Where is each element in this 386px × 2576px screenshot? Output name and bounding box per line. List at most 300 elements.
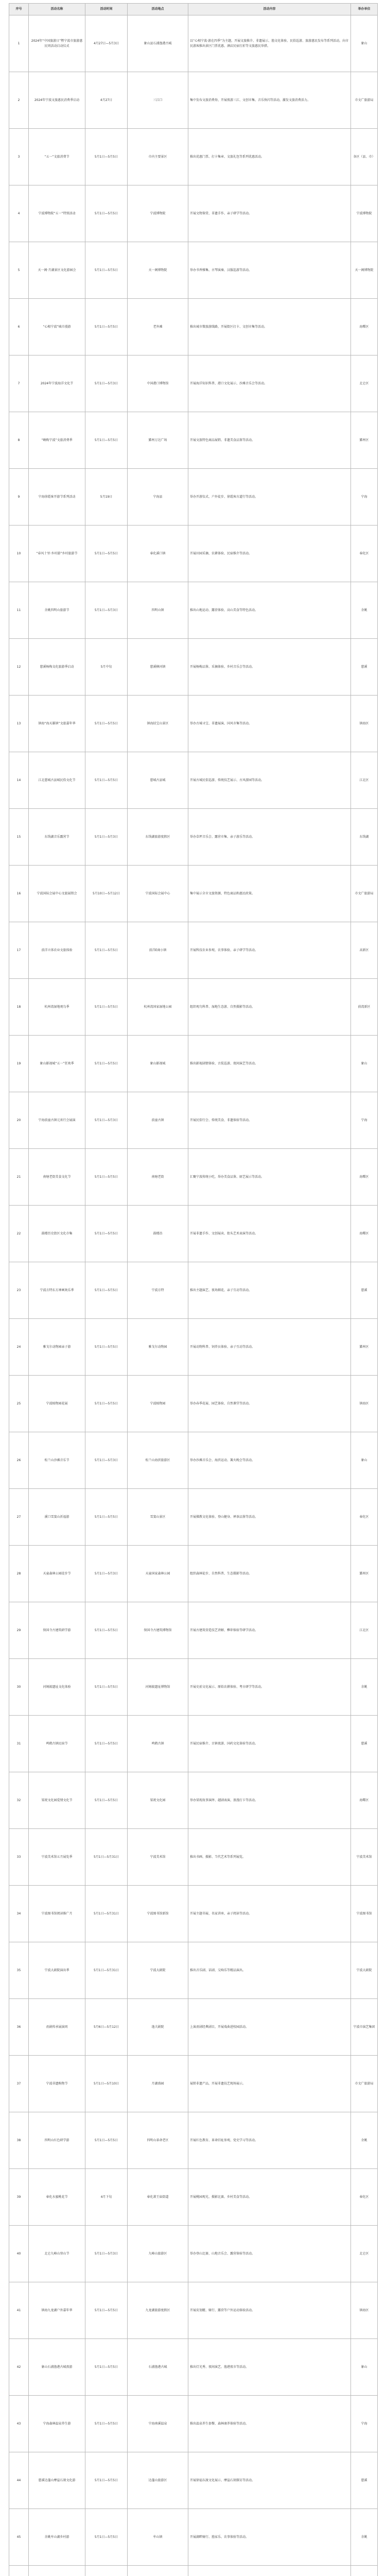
cell-location: 慈溪横河镇 — [128, 639, 188, 696]
cell-name: 四明山红色研学游 — [29, 2112, 85, 2169]
cell-location: 宁波方特 — [128, 1262, 188, 1319]
table-row — [9, 526, 378, 582]
cell-date: 5月1日—5月10日 — [85, 2056, 128, 2112]
cell-organizer: 高新区 — [351, 922, 378, 979]
cell-name: 东钱湖音乐露营节 — [29, 809, 85, 866]
cell-name: “嗨购宁波”文旅消费季 — [29, 412, 85, 469]
cell-no: 2 — [9, 72, 29, 129]
table-row — [9, 1942, 378, 1999]
cell-location: 宁海南溪温泉 — [128, 2396, 188, 2452]
cell-date: 5月1日—5月5日 — [85, 1659, 128, 1716]
cell-content: 推出温泉养生套餐、森林康养体验等活动。 — [188, 2396, 351, 2452]
cell-no: 25 — [9, 1376, 29, 1432]
cell-organizer: 慈溪 — [351, 1262, 378, 1319]
cell-name: 梁祝文化园爱情文化节 — [29, 1772, 85, 1829]
cell-organizer: 天一阁博物院 — [351, 242, 378, 299]
cell-location: 宁波植物园 — [128, 1376, 188, 1432]
cell-date: 5月1日—5月5日 — [85, 979, 128, 1036]
cell-name: 江北慈城古县城民俗文化节 — [29, 752, 85, 809]
table-row — [9, 2509, 378, 2566]
cell-location: 宁波博物院 — [128, 185, 188, 242]
cell-no: 19 — [9, 1036, 29, 1092]
cell-no: 15 — [9, 809, 29, 866]
cell-no: 9 — [9, 469, 29, 526]
cell-content: 开展古建筑营造技艺讲解、榫卯体验等研学活动。 — [188, 1602, 351, 1659]
cell-content: 开展皮划艇、骑行、露营等户外运动体验活动。 — [188, 2282, 351, 2339]
cell-organizer: 宁海 — [351, 1092, 378, 1149]
cell-location: 杭州湾国家湿地公园 — [128, 979, 188, 1036]
cell-name: 鼓楼历史街区文化市集 — [29, 1206, 85, 1262]
cell-content: 开展海洋知识科普、港口文化展示、沙滩音乐会等活动。 — [188, 355, 351, 412]
cell-date: 5月1日—5月5日 — [85, 1716, 128, 1772]
cell-date: 5月1日—5月5日 — [85, 1376, 128, 1432]
cell-organizer: 海曙区 — [351, 1149, 378, 1206]
table-row — [9, 15, 378, 72]
cell-location: 月湖盛园 — [128, 2056, 188, 2112]
cell-content: 开展佛教文化体验、登山健身、禅茶品鉴等活动。 — [188, 1489, 351, 1546]
cell-organizer: 慈溪 — [351, 2452, 378, 2509]
cell-name: 天一阁·月湖景区文化游园会 — [29, 242, 85, 299]
table-row — [9, 1376, 378, 1432]
cell-content: 开展文旅特色商品展销、非遗美食品鉴等活动。 — [188, 412, 351, 469]
cell-name: 慈溪杨梅文化旅游季启动 — [29, 639, 85, 696]
cell-content: 开展非遗手作、文创展卖、街头艺术表演等活动。 — [188, 1206, 351, 1262]
cell-organizer: 余姚 — [351, 2509, 378, 2566]
cell-name: 北仑九峰山登山节 — [29, 2226, 85, 2282]
cell-location: 中国港口博物馆 — [128, 355, 188, 412]
table-row — [9, 2566, 378, 2576]
cell-location: 象山影视城 — [128, 1036, 188, 1092]
cell-name: 余姚牟山湖乡村游 — [29, 2509, 85, 2566]
cell-content: 开展湖畔骑行、渔家乐、农事体验等活动。 — [188, 2509, 351, 2566]
cell-name: 慈溪达蓬山摩崖石刻文化游 — [29, 2452, 85, 2509]
cell-name: 河姆渡遗址文化体验 — [29, 1659, 85, 1716]
cell-location: 雪窦山景区 — [128, 1489, 188, 1546]
cell-location: 梁祝文化园 — [128, 1772, 188, 1829]
cell-content: 推出优惠门票、打卡集章、文旅礼包等系列优惠活动。 — [188, 129, 351, 185]
table-row — [9, 1262, 378, 1319]
cell-no: 22 — [9, 1206, 29, 1262]
cell-name: 宁波大剧院演出季 — [29, 1942, 85, 1999]
cell-organizer: 江北区 — [351, 1602, 378, 1659]
table-row — [9, 2112, 378, 2169]
cell-no: 35 — [9, 1942, 29, 1999]
cell-no: 20 — [9, 1092, 29, 1149]
cell-organizer: 余姚 — [351, 2112, 378, 2169]
cell-date: 5月1日—5月5日 — [85, 2452, 128, 2509]
cell-date: 5月1日—5月31日 — [85, 1829, 128, 1886]
cell-content: 开展文物鉴赏、非遗手作、亲子研学等活动。 — [188, 185, 351, 242]
cell-location: 四明山镇 — [128, 582, 188, 639]
cell-organizer: 象山 — [351, 1432, 378, 1489]
cell-name: “心相宁波”城市漫游 — [29, 299, 85, 355]
table-row — [9, 1432, 378, 1489]
cell-no: 40 — [9, 2226, 29, 2282]
cell-organizer: 宁波博物院 — [351, 185, 378, 242]
cell-no: 30 — [9, 1659, 29, 1716]
cell-name: 南塘老街美食文化节 — [29, 1149, 85, 1206]
cell-content: 开展徐福东渡文化展示、摩崖石刻探访等活动。 — [188, 2452, 351, 2509]
header-date: 活动时间 — [85, 4, 128, 15]
cell-content: 组织森林徒步、自然科普、生态摄影等活动。 — [188, 1546, 351, 1602]
cell-date: 4月下旬 — [85, 2169, 128, 2226]
cell-organizer: 镇海区 — [351, 1376, 378, 1432]
cell-organizer: 海曙区 — [351, 1772, 378, 1829]
cell-no: 39 — [9, 2169, 29, 2226]
cell-organizer: 象山 — [351, 1036, 378, 1092]
cell-date: 5月1日—5月3日 — [85, 809, 128, 866]
cell-location: 前洋E商小镇 — [128, 922, 188, 979]
cell-name: 象山石浦渔港古城夜游 — [29, 2339, 85, 2396]
table-row — [9, 752, 378, 809]
cell-organizer: 镇海区 — [351, 696, 378, 752]
cell-date: 5月1日—5月5日 — [85, 1319, 128, 1376]
cell-no: 42 — [9, 2339, 29, 2396]
cell-name: 象山影视城“五一”狂欢季 — [29, 1036, 85, 1092]
events-table — [9, 3, 378, 2576]
cell-organizer: 宁波美术馆 — [351, 1829, 378, 1886]
cell-no: 38 — [9, 2112, 29, 2169]
table-row — [9, 2396, 378, 2452]
cell-location: 宁波国际会展中心 — [128, 866, 188, 922]
table-row — [9, 2056, 378, 2112]
cell-name: 镇海“海天雄镇”文旅嘉年华 — [29, 696, 85, 752]
cell-organizer: 象山 — [351, 15, 378, 72]
cell-date: 5月1日—5月3日 — [85, 2226, 128, 2282]
cell-date: 5月1日—5月5日 — [85, 412, 128, 469]
table-row — [9, 696, 378, 752]
cell-content: 开展红色教育、革命旧址参观、党史学习等活动。 — [188, 2112, 351, 2169]
cell-organizer: 慈溪 — [351, 1716, 378, 1772]
cell-location: 三江口 — [128, 72, 188, 129]
cell-location — [128, 2566, 188, 2576]
cell-location: 老外滩 — [128, 299, 188, 355]
cell-no — [9, 2566, 29, 2576]
cell-content: 推出影视剧情体验、古装巡游、夜间演艺等活动。 — [188, 1036, 351, 1092]
table-row — [9, 1999, 378, 2056]
table-row — [9, 2282, 378, 2339]
header-row — [9, 4, 378, 15]
cell-no: 23 — [9, 1262, 29, 1319]
cell-no: 26 — [9, 1432, 29, 1489]
cell-no: 27 — [9, 1489, 29, 1546]
table-row — [9, 1036, 378, 1092]
cell-date: 5月1日—5月5日 — [85, 1262, 128, 1319]
cell-location: 逸夫剧院 — [128, 1999, 188, 2056]
cell-organizer: 奉化区 — [351, 526, 378, 582]
cell-name: 天童森林公园徒步节 — [29, 1546, 85, 1602]
cell-content: 展销非遗产品，开展非遗技艺现场展示。 — [188, 2056, 351, 2112]
cell-no: 33 — [9, 1829, 29, 1886]
cell-organizer: 鄞州区 — [351, 1319, 378, 1376]
cell-location: 石浦渔港古城 — [128, 2339, 188, 2396]
table-row — [9, 866, 378, 922]
cell-date: 5月1日—5月5日 — [85, 1149, 128, 1206]
cell-no: 7 — [9, 355, 29, 412]
header-name: 活动名称 — [29, 4, 85, 15]
cell-location: 南塘老街 — [128, 1149, 188, 1206]
cell-date: 5月1日—5月5日 — [85, 2509, 128, 2566]
cell-organizer: 前湾新区 — [351, 979, 378, 1036]
cell-name: 松兰山沙滩音乐节 — [29, 1432, 85, 1489]
cell-date: 5月1日—5月5日 — [85, 752, 128, 809]
cell-content: 以“心相宁波·游在四季”为主题，开展文旅推介、非遗展示、渔文化体验、民俗巡游、旅游惠民发布等系列活动，向市民游客推出景区门票优惠、酒店民宿打折等文旅惠民举措。 — [188, 15, 351, 72]
cell-no: 13 — [9, 696, 29, 752]
cell-date: 5月19日 — [85, 469, 128, 526]
table-row — [9, 1829, 378, 1886]
cell-no: 37 — [9, 2056, 29, 2112]
cell-name: 保国寺古建筑研学游 — [29, 1602, 85, 1659]
cell-content: 举办登山比赛、山地音乐会、露营体验等活动。 — [188, 2226, 351, 2282]
cell-name: 奉化水蜜桃花节 — [29, 2169, 85, 2226]
cell-organizer: 鄞州区 — [351, 1546, 378, 1602]
table-row — [9, 809, 378, 866]
cell-date: 4月27日—5月3日 — [85, 15, 128, 72]
cell-location: 镇海招宝山景区 — [128, 696, 188, 752]
cell-organizer: 象山 — [351, 2339, 378, 2396]
table-row — [9, 1716, 378, 1772]
cell-location: 市内主要景区 — [128, 129, 188, 185]
header-location: 活动地点 — [128, 4, 188, 15]
cell-organizer: 宁海 — [351, 2396, 378, 2452]
table-row — [9, 922, 378, 979]
cell-date: 5月1日—5月3日 — [85, 1092, 128, 1149]
cell-date: 5月1日—5月5日 — [85, 922, 128, 979]
cell-no: 6 — [9, 299, 29, 355]
cell-content: 开展科技农业参观、农事体验、亲子研学等活动。 — [188, 922, 351, 979]
cell-content: 举办开游仪式、户外徒步、徐霞客古道行等活动。 — [188, 469, 351, 526]
cell-content: 推出山地运动、露营体验、高山美食等特色活动。 — [188, 582, 351, 639]
cell-name: 宁波美术馆五月展览季 — [29, 1829, 85, 1886]
cell-location: 宁波大剧院 — [128, 1942, 188, 1999]
cell-organizer: 镇海区 — [351, 2282, 378, 2339]
table-row — [9, 185, 378, 242]
cell-no: 14 — [9, 752, 29, 809]
cell-organizer: 余姚 — [351, 582, 378, 639]
table-row — [9, 1149, 378, 1206]
cell-date: 5月1日—5月5日 — [85, 1602, 128, 1659]
cell-no: 1 — [9, 15, 29, 72]
cell-name: 宁波国际会展中心文旅展销会 — [29, 866, 85, 922]
cell-name: 甬剧传承展演周 — [29, 1999, 85, 2056]
cell-date: 5月1日—5月3日 — [85, 1432, 128, 1489]
cell-content: 开展古城民俗巡游、传统技艺展示、古风游园等活动。 — [188, 752, 351, 809]
cell-name: 宁波非遗购物节 — [29, 2056, 85, 2112]
cell-location: 九龙湖旅游度假区 — [128, 2282, 188, 2339]
cell-no: 17 — [9, 922, 29, 979]
cell-location: 东钱湖旅游度假区 — [128, 809, 188, 866]
cell-date: 5月1日—5月5日 — [85, 696, 128, 752]
cell-organizer: 北仑区 — [351, 355, 378, 412]
cell-content: 举办书香雅集、古琴演奏、汉服巡游等活动。 — [188, 242, 351, 299]
cell-name: “春风十里·乡村游”乡村旅游节 — [29, 526, 85, 582]
table-row — [9, 1602, 378, 1659]
cell-date: 5月1日—5月3日 — [85, 1546, 128, 1602]
cell-content: 举办沙滩音乐会、海滨运动、篝火晚会等活动。 — [188, 1432, 351, 1489]
cell-content: 集中发布文旅消费券，开展夜游三江、文创市集、音乐快闪等活动，激发文旅消费活力。 — [188, 72, 351, 129]
cell-name — [29, 2566, 85, 2576]
cell-location: 四明山革命老区 — [128, 2112, 188, 2169]
cell-no: 41 — [9, 2282, 29, 2339]
cell-date: 5月1日—5月3日 — [85, 582, 128, 639]
cell-location: 天童国家森林公园 — [128, 1546, 188, 1602]
cell-date: 5月1日—5月31日 — [85, 1942, 128, 1999]
cell-content: 推出城市微旅游线路，开展街区打卡、文创市集等活动。 — [188, 299, 351, 355]
cell-date: 5月1日—5月5日 — [85, 129, 128, 185]
table-row — [9, 72, 378, 129]
cell-date: 5月6日—5月12日 — [85, 1999, 128, 2056]
cell-date: 5月1日—5月5日 — [85, 242, 128, 299]
cell-no: 8 — [9, 412, 29, 469]
cell-date: 5月1日—5月3日 — [85, 355, 128, 412]
cell-location: 宁波图书馆新馆 — [128, 1886, 188, 1942]
cell-no: 31 — [9, 1716, 29, 1772]
cell-date: 5月1日—5月5日 — [85, 1489, 128, 1546]
cell-content: 汇聚宁波传统小吃，举办美食品鉴、厨艺展示等活动。 — [188, 1149, 351, 1206]
cell-content — [188, 2566, 351, 2576]
cell-content: 推出灯光秀、夜间演艺、渔港夜市等活动。 — [188, 2339, 351, 2396]
cell-name: 雅戈尔动物园亲子游 — [29, 1319, 85, 1376]
header-content: 活动内容 — [188, 4, 351, 15]
cell-name: 宁海徐霞客开游节系列活动 — [29, 469, 85, 526]
cell-organizer: 海曙区 — [351, 1206, 378, 1262]
cell-name: 宁波植物园花展 — [29, 1376, 85, 1432]
cell-date: 5月1日—5月5日 — [85, 1206, 128, 1262]
cell-name: 溪口雪窦山祈福游 — [29, 1489, 85, 1546]
cell-content: 开展民俗行会、传统美食、非遗体验等活动。 — [188, 1092, 351, 1149]
cell-no: 34 — [9, 1886, 29, 1942]
cell-organizer: 宁海 — [351, 469, 378, 526]
cell-location: 达蓬山旅游区 — [128, 2452, 188, 2509]
cell-no: 44 — [9, 2452, 29, 2509]
cell-name: 2024年宁波文旅惠民消费季启动 — [29, 72, 85, 129]
cell-content: 举办古城寻宝、非遗展演、国风市集等活动。 — [188, 696, 351, 752]
cell-location: 宁波美术馆 — [128, 1829, 188, 1886]
cell-organizer: 东钱湖 — [351, 809, 378, 866]
cell-content: 上演甬剧经典剧目，开展戏曲进校园活动。 — [188, 1999, 351, 2056]
table-row — [9, 2339, 378, 2396]
cell-location: 雅戈尔动物园 — [128, 1319, 188, 1376]
cell-organizer: 宁波图书馆 — [351, 1886, 378, 1942]
cell-name: “五一”文旅消费节 — [29, 129, 85, 185]
table-row — [9, 299, 378, 355]
cell-location: 鼓楼沿 — [128, 1206, 188, 1262]
cell-location: 天一阁博物院 — [128, 242, 188, 299]
cell-content: 推出书画、摄影、当代艺术等系列展览。 — [188, 1829, 351, 1886]
cell-date: 5月1日—5月5日 — [85, 299, 128, 355]
cell-name: 2024年“中国旅游日”暨宁波市旅游惠民周活动启动仪式 — [29, 15, 85, 72]
cell-location: 牟山镇 — [128, 2509, 188, 2566]
cell-organizer: 余姚 — [351, 1659, 378, 1716]
cell-name: 宁波图书馆阅读推广月 — [29, 1886, 85, 1942]
cell-location: 九峰山旅游区 — [128, 2226, 188, 2282]
table-row — [9, 1206, 378, 1262]
table-row — [9, 1772, 378, 1829]
cell-name: 宁海前童古镇元宵行会展演 — [29, 1092, 85, 1149]
cell-organizer: 北仑区 — [351, 2226, 378, 2282]
table-row — [9, 1489, 378, 1546]
cell-content: 举办草坪音乐会、露营市集、亲子游乐等活动。 — [188, 809, 351, 866]
table-row — [9, 1319, 378, 1376]
cell-no: 3 — [9, 129, 29, 185]
cell-no: 43 — [9, 2396, 29, 2452]
cell-date: 5月1日—5月5日 — [85, 1036, 128, 1092]
table-row — [9, 1659, 378, 1716]
cell-date: 5月1日—5月5日 — [85, 2282, 128, 2339]
cell-location: 松兰山海滨旅游区 — [128, 1432, 188, 1489]
cell-no: 29 — [9, 1602, 29, 1659]
cell-location: 慈城古县城 — [128, 752, 188, 809]
cell-date — [85, 2566, 128, 2576]
cell-name: 余姚四明山旅游节 — [29, 582, 85, 639]
cell-content: 开展民宿推介、古镇夜游、国药文化体验等活动。 — [188, 1716, 351, 1772]
table-row — [9, 129, 378, 185]
cell-content: 开展桃园观光、摄影比赛、乡村美食等活动。 — [188, 2169, 351, 2226]
cell-content: 开展田园采摘、农耕体验、民宿推介等活动。 — [188, 526, 351, 582]
cell-location: 象山县石浦渔港古城 — [128, 15, 188, 72]
cell-location: 前童古镇 — [128, 1092, 188, 1149]
cell-name: 宁波博物院“五一”特别活动 — [29, 185, 85, 242]
cell-no: 24 — [9, 1319, 29, 1376]
cell-content: 推出主题演艺、夜场烟花、亲子互动等活动。 — [188, 1262, 351, 1319]
table-row — [9, 639, 378, 696]
cell-location: 河姆渡遗址博物馆 — [128, 1659, 188, 1716]
cell-content: 组织观鸟科普、湿地生态游、自然摄影等活动。 — [188, 979, 351, 1036]
table-row — [9, 242, 378, 299]
cell-organizer: 市文广旅游局 — [351, 72, 378, 129]
table-row — [9, 412, 378, 469]
cell-content: 集中展示全市文旅资源、特色商品和惠民政策。 — [188, 866, 351, 922]
cell-content: 开展动物科普、饲养员体验、亲子互动等活动。 — [188, 1319, 351, 1376]
cell-name: 2024年宁波海洋文化节 — [29, 355, 85, 412]
cell-date: 5月1日—5月5日 — [85, 2396, 128, 2452]
cell-date: 5月1日—5月5日 — [85, 185, 128, 242]
table-row — [9, 355, 378, 412]
cell-no: 18 — [9, 979, 29, 1036]
table-body — [9, 15, 378, 2576]
table-row — [9, 1092, 378, 1149]
cell-no: 32 — [9, 1772, 29, 1829]
table-row — [9, 582, 378, 639]
cell-organizer — [351, 2566, 378, 2576]
cell-location: 宁海县 — [128, 469, 188, 526]
cell-name: 前洋立体农业文旅体验 — [29, 922, 85, 979]
table-row — [9, 469, 378, 526]
cell-organizer: 市文广旅游局 — [351, 866, 378, 922]
cell-no: 16 — [9, 866, 29, 922]
cell-no: 5 — [9, 242, 29, 299]
cell-no: 4 — [9, 185, 29, 242]
cell-no: 28 — [9, 1546, 29, 1602]
cell-no: 45 — [9, 2509, 29, 2566]
cell-organizer: 各区（县、市） — [351, 129, 378, 185]
cell-organizer: 宁波市演艺集团 — [351, 1999, 378, 2056]
cell-date: 5月1日—5月5日 — [85, 2112, 128, 2169]
table-header — [9, 4, 378, 15]
cell-organizer: 奉化区 — [351, 1489, 378, 1546]
cell-name: 鸣鹤古镇民宿节 — [29, 1716, 85, 1772]
cell-no: 12 — [9, 639, 29, 696]
cell-organizer: 海曙区 — [351, 299, 378, 355]
cell-no: 21 — [9, 1149, 29, 1206]
cell-name: 杭州湾湿地观鸟季 — [29, 979, 85, 1036]
cell-name: 宁波方特东方神画欢乐季 — [29, 1262, 85, 1319]
table-row — [9, 2169, 378, 2226]
table-row — [9, 1546, 378, 1602]
cell-content: 举办梁祝故事演绎、越剧表演、浪漫打卡等活动。 — [188, 1772, 351, 1829]
table-row — [9, 2452, 378, 2509]
header-no: 序号 — [9, 4, 29, 15]
